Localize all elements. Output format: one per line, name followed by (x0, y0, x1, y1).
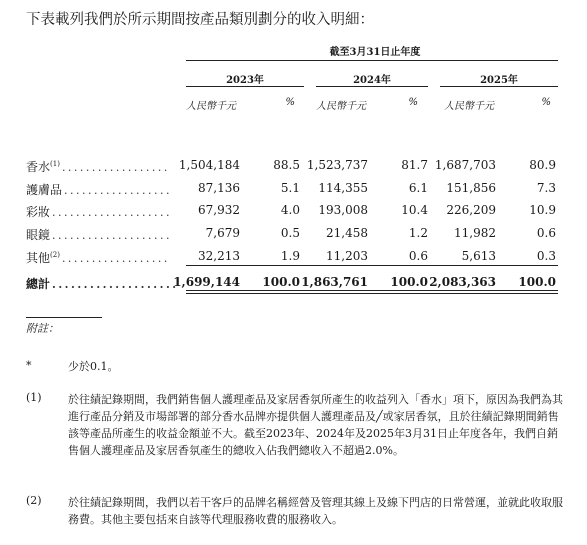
year-rule-2024 (316, 86, 428, 87)
total-rule-bottom (186, 293, 558, 294)
year-rule-2025 (440, 86, 558, 87)
subtotal-rule (186, 265, 558, 266)
year-2023: 2023年 (226, 75, 264, 86)
row-4-value-2024: 11,203 (326, 249, 368, 263)
row-0-pct-2023: 88.5 (273, 158, 300, 172)
row-4-label-group (26, 249, 170, 266)
row-2-value-2025: 226,209 (446, 203, 496, 217)
row-2-label: 彩妝 (26, 205, 51, 219)
row-4-pct-2023: 1.9 (280, 249, 300, 263)
row-3-leader-dots: .................... (52, 229, 172, 242)
row-0-label-group (26, 158, 170, 175)
note-star-mark: * (26, 359, 32, 372)
row-1-label: 護膚品 (26, 183, 63, 197)
row-1-leader-dots: .................. (64, 184, 172, 197)
row-2-value-2023: 67,932 (198, 203, 240, 217)
row-3-value-2023: 7,679 (205, 226, 240, 240)
row-total-value-2024: 1,863,761 (301, 275, 368, 289)
row-0-label: 香水 (26, 160, 51, 174)
row-total-pct-2023: 100.0 (262, 275, 300, 289)
year-rule-2023 (186, 86, 304, 87)
row-0-value-2024: 1,523,737 (306, 158, 368, 172)
row-4-pct-2025: 0.3 (536, 249, 556, 263)
row-4-leader-dots: .................. (61, 252, 170, 265)
row-1-pct-2025: 7.3 (536, 181, 556, 195)
row-0-value-2025: 1,687,703 (434, 158, 496, 172)
row-4-label: 其他 (26, 251, 51, 265)
row-1-value-2023: 87,136 (198, 181, 240, 195)
row-3-pct-2025: 0.6 (536, 226, 556, 240)
row-3-pct-2024: 1.2 (408, 226, 428, 240)
notes-heading: 附註： (26, 322, 59, 335)
note-star-text: 少於0.1。 (68, 360, 119, 373)
row-0-leader-dots: .................. (61, 161, 170, 174)
row-total-pct-2025: 100.0 (518, 275, 556, 289)
row-total-value-2023: 1,699,144 (173, 275, 240, 289)
row-1-label-group (26, 181, 172, 198)
row-3-value-2025: 11,982 (454, 226, 496, 240)
note2-text: 於往績記錄期間，我們以若干客戶的品牌名稱經營及管理其線上及線下門店的日常營運，並就此收取服務費。其他主要包括來自該等代理服務收費的服務收入。 (68, 496, 563, 526)
notes-rule (26, 317, 102, 318)
row-0-pct-2025: 80.9 (529, 158, 556, 172)
row-total-value-2025: 2,083,363 (429, 275, 496, 289)
intro-text: 下表載列我們於所示期間按產品類別劃分的收入明細： (26, 12, 374, 28)
pct-2025: % (541, 97, 551, 108)
total-rule-top (186, 290, 558, 291)
row-total-leader-dots: .................... (52, 278, 179, 291)
row-0-pct-2024: 81.7 (401, 158, 428, 172)
header-rule (186, 60, 558, 61)
row-total-label-group (26, 275, 179, 292)
note2-mark: (2) (26, 494, 42, 507)
note1-mark: (1) (26, 391, 42, 404)
note1-text: 於往績記錄期間，我們銷售個人護理產品及家居香氛所產生的收益列入「香水」項下，原因為我們為其進行產品分銷及市場部署的部分香水品牌亦提供個人護理產品及╱或家居香氛，且於往績記錄期間銷售該等產品所產生的收益金額並不大。截至2023年、2024年及2025年3月31日止年度各年，我們自銷售個人護理產品及家居香氛產生的總收入佔我們總收入不超過2.0%。 (68, 393, 563, 457)
row-total-pct-2024: 100.0 (390, 275, 428, 289)
row-3-label: 眼鏡 (26, 228, 51, 242)
row-1-value-2024: 114,355 (318, 181, 368, 195)
year-2025: 2025年 (480, 75, 518, 86)
pct-2024: % (408, 97, 418, 108)
row-2-label-group (26, 203, 172, 220)
period-header: 截至3月31日止年度 (329, 47, 421, 58)
row-4-value-2025: 5,613 (461, 249, 496, 263)
row-total-label: 總計 (26, 277, 51, 291)
row-4-pct-2024: 0.6 (408, 249, 428, 263)
row-1-pct-2023: 5.1 (280, 181, 300, 195)
row-4-value-2023: 32,213 (198, 249, 240, 263)
unit-2024: 人民幣千元 (316, 101, 366, 112)
row-1-value-2025: 151,856 (446, 181, 496, 195)
row-1-pct-2024: 6.1 (408, 181, 428, 195)
row-3-label-group (26, 226, 172, 243)
row-2-leader-dots: .................... (52, 206, 172, 219)
unit-2023: 人民幣千元 (186, 101, 236, 112)
row-3-pct-2023: 0.5 (280, 226, 300, 240)
row-4-note-ref: (2) (50, 251, 60, 259)
row-3-value-2024: 21,458 (326, 226, 368, 240)
row-2-pct-2025: 10.9 (529, 203, 556, 217)
row-0-note-ref: (1) (50, 160, 60, 168)
row-2-value-2024: 193,008 (318, 203, 368, 217)
row-2-pct-2024: 10.4 (401, 203, 428, 217)
row-0-value-2023: 1,504,184 (178, 158, 240, 172)
row-2-pct-2023: 4.0 (280, 203, 300, 217)
year-2024: 2024年 (353, 75, 391, 86)
pct-2023: % (285, 97, 295, 108)
unit-2025: 人民幣千元 (444, 101, 494, 112)
